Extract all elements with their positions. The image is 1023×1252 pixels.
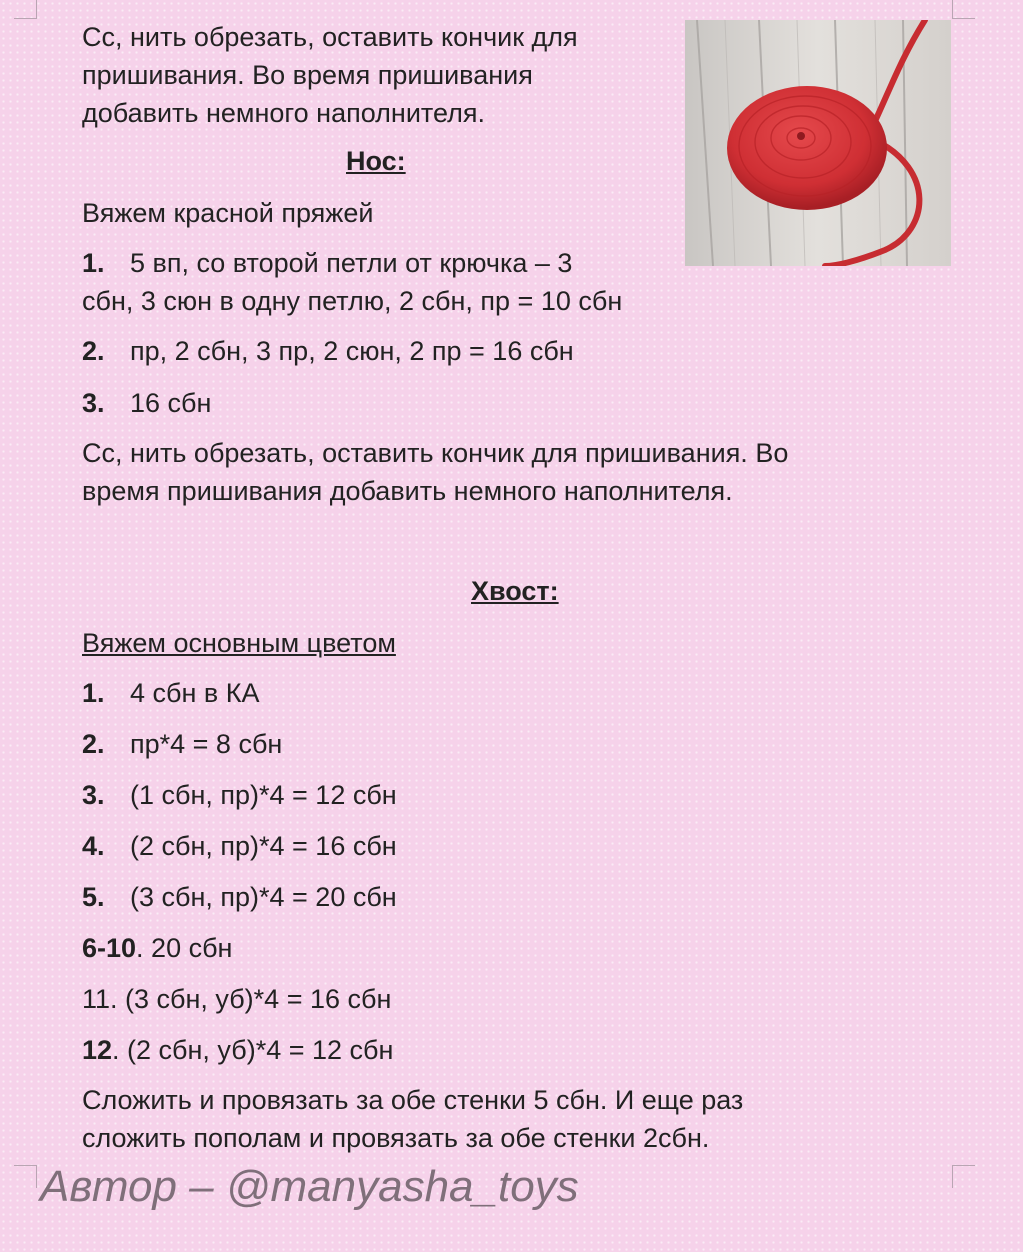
tail-finish-line-1: Сложить и провязать за обе стенки 5 сбн. И еще раз [82, 1085, 744, 1115]
tail-row-2 [82, 725, 282, 763]
intro-line-1: Сс, нить обрезать, оставить кончик для [82, 22, 578, 52]
nose-finish-line-1: Сс, нить обрезать, оставить кончик для пришивания. Во [82, 438, 789, 468]
tail-finish-line-2: сложить пополам и провязать за обе стенки 2сбн. [82, 1123, 710, 1153]
nose-intro: Вяжем красной пряжей [82, 198, 374, 228]
corner-mark-top-left [14, 0, 37, 19]
corner-mark-bottom-right [952, 1165, 975, 1188]
row-text: 4 сбн в КА [130, 678, 260, 708]
nose-finish-line-2: время пришивания добавить немного наполнителя. [82, 476, 733, 506]
row-number: 3. [82, 780, 105, 810]
row-number: 2. [82, 729, 105, 759]
row-number: 12 [82, 1035, 113, 1065]
nose-heading: Нос: [346, 146, 406, 176]
row-text: . 20 сбн [136, 933, 233, 963]
intro-line-2: пришивания. Во время пришивания [82, 60, 533, 90]
tail-row-4 [82, 827, 397, 865]
tail-row-3 [82, 776, 397, 814]
tail-row-6-10 [82, 929, 232, 967]
nose-row-2 [82, 332, 574, 370]
intro-line-3: добавить немного наполнителя. [82, 98, 485, 128]
nose-row-1-continuation: сбн, 3 сюн в одну петлю, 2 сбн, пр = 10 сбн [82, 286, 623, 316]
tail-row-1 [82, 674, 259, 712]
tail-heading: Хвост: [471, 576, 559, 606]
row-number: 3. [82, 388, 105, 418]
corner-mark-bottom-left [14, 1165, 37, 1188]
row-text: (2 сбн, пр)*4 = 16 сбн [130, 831, 397, 861]
row-number: 2. [82, 336, 105, 366]
tail-row-11 [82, 980, 391, 1018]
tail-row-5 [82, 878, 397, 916]
row-text: пр*4 = 8 сбн [130, 729, 283, 759]
row-text: (3 сбн, пр)*4 = 20 сбн [130, 882, 397, 912]
row-text: (3 сбн, уб)*4 = 16 сбн [117, 984, 392, 1014]
row-number: 1. [82, 678, 105, 708]
row-text: 5 вп, со второй петли от крючка – 3 [130, 248, 573, 278]
row-number: 1. [82, 248, 105, 278]
row-number: 11. [82, 984, 118, 1014]
nose-row-3 [82, 384, 211, 422]
row-text: пр, 2 сбн, 3 пр, 2 сюн, 2 пр = 16 сбн [130, 336, 574, 366]
red-crochet-nose-photo [685, 20, 951, 266]
row-number: 4. [82, 831, 105, 861]
tail-intro: Вяжем основным цветом [82, 628, 396, 658]
row-text: (1 сбн, пр)*4 = 12 сбн [130, 780, 397, 810]
row-text: . (2 сбн, уб)*4 = 12 сбн [112, 1035, 394, 1065]
corner-mark-top-right [952, 0, 975, 19]
tail-row-12 [82, 1031, 393, 1069]
row-text: 16 сбн [130, 388, 212, 418]
nose-row-1 [82, 244, 572, 282]
row-number: 5. [82, 882, 105, 912]
row-number: 6-10 [82, 933, 137, 963]
author-signature: Автор – @manyasha_toys [40, 1162, 579, 1211]
